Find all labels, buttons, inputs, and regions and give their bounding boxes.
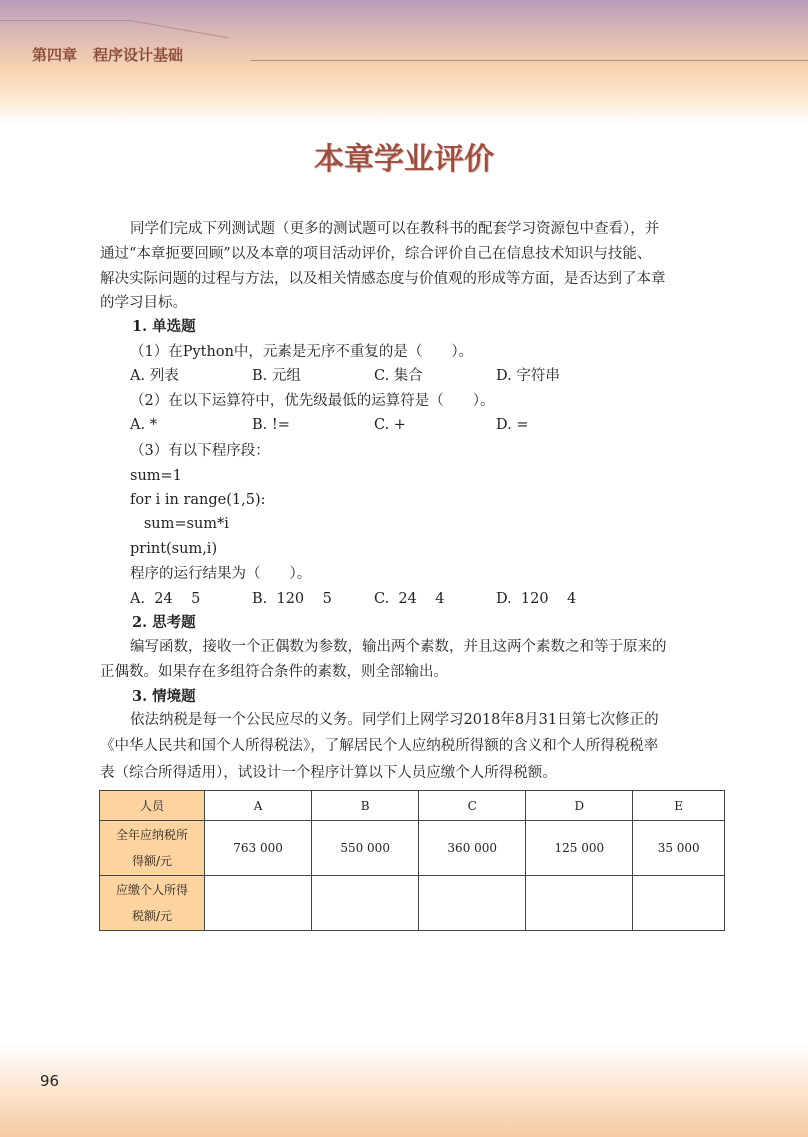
table-row bbox=[100, 821, 725, 876]
table-row bbox=[100, 876, 725, 931]
question-1: （1）在Python中，元素是无序不重复的是（ ）。 bbox=[130, 344, 474, 360]
option-b: B. 120 5 bbox=[252, 591, 332, 607]
table-cell bbox=[526, 876, 633, 931]
option-a: A. * bbox=[130, 417, 157, 433]
option-d: D. = bbox=[496, 417, 529, 433]
option-a: A. 24 5 bbox=[130, 591, 201, 607]
table-cell bbox=[633, 876, 725, 931]
row-label bbox=[100, 821, 205, 876]
paragraph-line: 《中华人民共和国个人所得税法》，了解居民个人应纳税所得额的含义和个人所得税税率 bbox=[100, 738, 659, 754]
table-header: B bbox=[312, 791, 419, 821]
table-cell: 35 000 bbox=[633, 821, 725, 876]
table-cell bbox=[312, 876, 419, 931]
option-c: C. 24 4 bbox=[374, 591, 445, 607]
code-line: print(sum,i) bbox=[130, 541, 218, 557]
row-label bbox=[100, 876, 205, 931]
section-heading: 3. 情境题 bbox=[132, 688, 196, 705]
page-title: 本章学业评价 bbox=[314, 142, 494, 177]
question-3-ask: 程序的运行结果为（ ）。 bbox=[130, 566, 312, 582]
option-b: B. 元组 bbox=[252, 368, 301, 384]
chapter-number: 第四章 bbox=[32, 46, 78, 64]
paragraph-line: 正偶数。如果存在多组符合条件的素数，则全部输出。 bbox=[100, 664, 448, 680]
section-heading: 2. 思考题 bbox=[132, 614, 196, 631]
paragraph-line: 依法纳税是每一个公民应尽的义务。同学们上网学习2018年8月31日第七次修正的 bbox=[130, 712, 659, 728]
option-b: B. != bbox=[252, 417, 290, 433]
code-line: for i in range(1,5): bbox=[130, 492, 266, 508]
option-d: D. 120 4 bbox=[496, 591, 577, 607]
row-label-line: 全年应纳税所 bbox=[115, 828, 188, 842]
row-label-line: 得额/元 bbox=[131, 854, 173, 868]
header-divider bbox=[250, 60, 808, 61]
table-header: C bbox=[419, 791, 526, 821]
table-cell: 125 000 bbox=[526, 821, 633, 876]
intro-line: 解决实际问题的过程与方法，以及相关情感态度与价值观的形成等方面，是否达到了本章 bbox=[100, 271, 666, 287]
table-header: E bbox=[633, 791, 725, 821]
tax-table bbox=[99, 790, 725, 931]
option-c: C. 集合 bbox=[374, 368, 423, 384]
question-2: （2）在以下运算符中，优先级最低的运算符是（ ）。 bbox=[130, 393, 495, 409]
row-label-line: 税额/元 bbox=[131, 909, 173, 923]
table-cell: 763 000 bbox=[205, 821, 312, 876]
table-cell bbox=[419, 876, 526, 931]
paragraph-line: 编写函数，接收一个正偶数为参数，输出两个素数，并且这两个素数之和等于原来的 bbox=[130, 639, 667, 655]
code-line: sum=1 bbox=[130, 468, 182, 484]
table-header: 人员 bbox=[100, 791, 205, 821]
chapter-title: 程序设计基础 bbox=[93, 46, 184, 64]
option-a: A. 列表 bbox=[130, 368, 179, 384]
option-d: D. 字符串 bbox=[496, 368, 560, 384]
section-heading: 1. 单选题 bbox=[132, 318, 196, 335]
intro-line: 同学们完成下列测试题（更多的测试题可以在教科书的配套学习资源包中查看），并 bbox=[130, 221, 660, 237]
table-cell: 360 000 bbox=[419, 821, 526, 876]
header-divider bbox=[0, 20, 130, 21]
option-c: C. + bbox=[374, 417, 406, 433]
table-cell bbox=[205, 876, 312, 931]
chapter-header bbox=[32, 44, 199, 65]
intro-line: 通过“本章扼要回顾”以及本章的项目活动评价，综合评价自己在信息技术知识与技能、 bbox=[100, 246, 652, 262]
page-footer-banner bbox=[0, 1042, 808, 1137]
question-3: （3）有以下程序段： bbox=[130, 443, 270, 459]
code-line: sum=sum*i bbox=[130, 516, 229, 532]
page-number: 96 bbox=[40, 1072, 60, 1090]
table-header: A bbox=[205, 791, 312, 821]
intro-line: 的学习目标。 bbox=[100, 295, 187, 311]
paragraph-line: 表（综合所得适用），试设计一个程序计算以下人员应缴个人所得税额。 bbox=[100, 765, 557, 781]
table-header: D bbox=[526, 791, 633, 821]
table-row bbox=[100, 791, 725, 821]
row-label-line: 应缴个人所得 bbox=[115, 883, 188, 897]
table-cell: 550 000 bbox=[312, 821, 419, 876]
